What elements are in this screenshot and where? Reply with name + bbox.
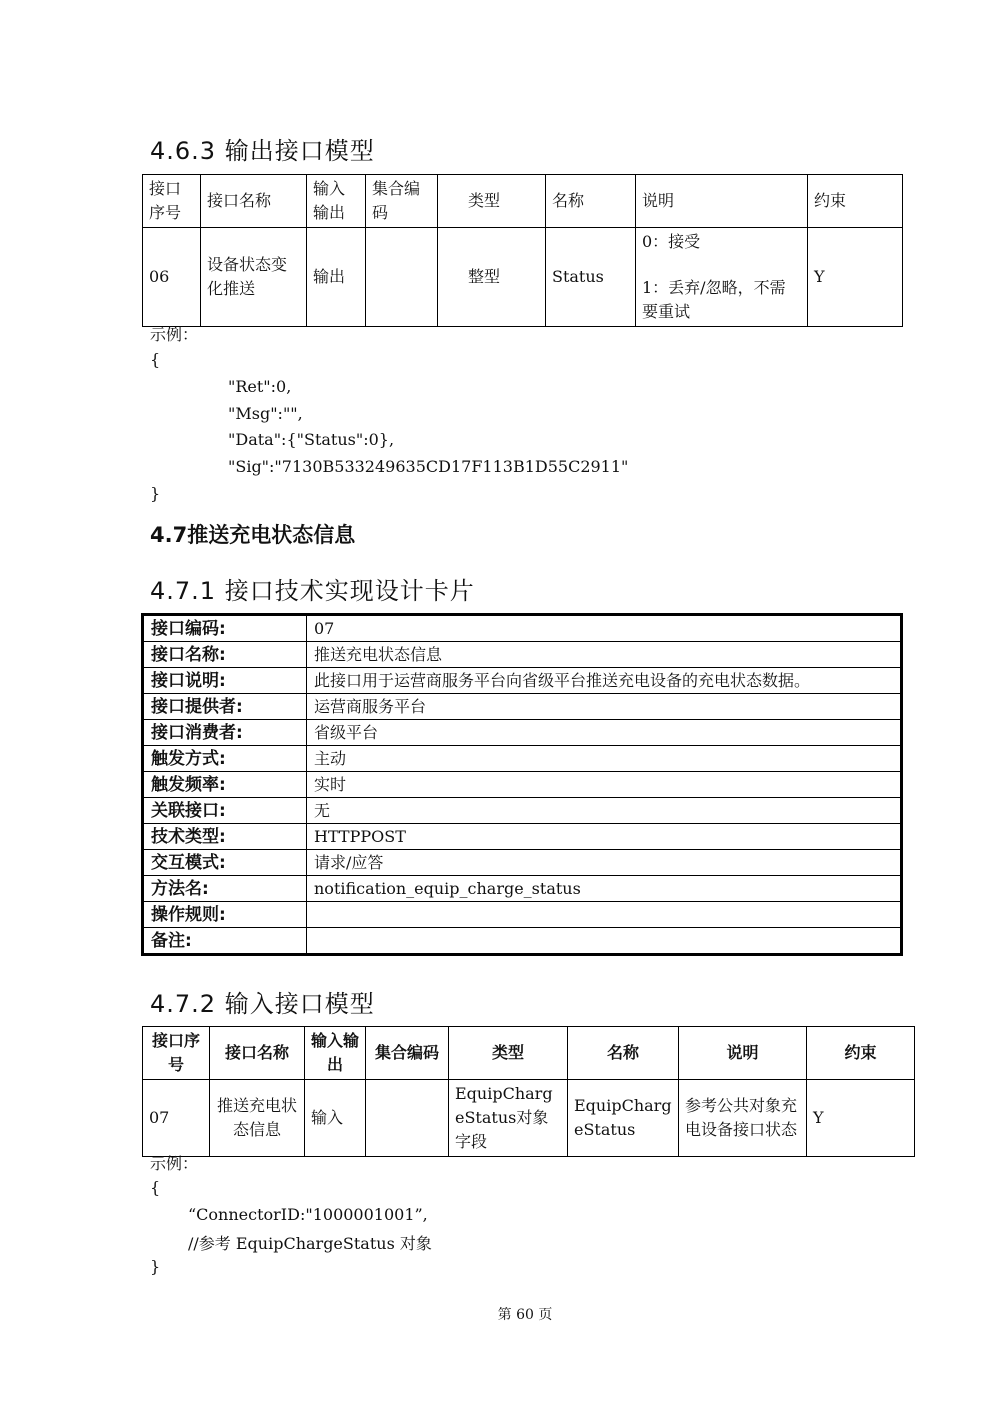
header-cell: 约束	[808, 175, 903, 228]
card-key: 关联接口:	[143, 798, 307, 824]
card-value: 运营商服务平台	[307, 694, 902, 720]
header-cell: 输入输出	[307, 175, 366, 228]
card-key: 触发频率:	[143, 772, 307, 798]
card-value: 实时	[307, 772, 902, 798]
table-cell-seq: 07	[143, 1080, 210, 1157]
code-line: //参考 EquipChargeStatus 对象	[188, 1234, 432, 1253]
table-cell-io: 输入	[305, 1080, 366, 1157]
section-heading-4-7: 4.7推送充电状态信息	[150, 523, 356, 547]
card-value	[307, 902, 902, 928]
header-cell: 集合编码	[366, 1027, 449, 1080]
code-line: }	[150, 1257, 161, 1276]
section-heading-4-7-2: 4.7.2 输入接口模型	[150, 990, 375, 1018]
card-value: HTTPPOST	[307, 824, 902, 850]
card-value: 07	[307, 615, 902, 642]
header-cell: 接口名称	[201, 175, 307, 228]
card-value: 主动	[307, 746, 902, 772]
code-line: “ConnectorID:"1000001001”,	[188, 1205, 428, 1224]
header-cell: 名称	[546, 175, 636, 228]
table-cell-field: Status	[546, 228, 636, 327]
header-cell: 说明	[679, 1027, 807, 1080]
card-value: 推送充电状态信息	[307, 642, 902, 668]
table-cell-name: 推送充电状态信息	[210, 1080, 305, 1157]
input-interface-table	[142, 1026, 915, 1157]
card-key: 触发方式:	[143, 746, 307, 772]
section-heading-4-7-1: 4.7.1 接口技术实现设计卡片	[150, 577, 475, 605]
header-cell: 接口序号	[143, 175, 201, 228]
card-key: 技术类型:	[143, 824, 307, 850]
card-key: 接口消费者:	[143, 720, 307, 746]
card-key: 接口说明:	[143, 668, 307, 694]
table-cell-code	[366, 228, 438, 327]
code-line: }	[150, 484, 161, 503]
table-cell-type: 整型	[438, 228, 546, 327]
card-value: 省级平台	[307, 720, 902, 746]
table-cell-type: EquipChargeStatus对象字段	[449, 1080, 568, 1157]
table-cell-code	[366, 1080, 449, 1157]
desc-line: 1：丢弃/忽略，不需要重试	[642, 278, 786, 321]
card-value: 无	[307, 798, 902, 824]
card-value: 请求/应答	[307, 850, 902, 876]
output-interface-table	[142, 174, 903, 327]
code-line: {	[150, 350, 161, 369]
section-heading-4-6-3: 4.6.3 输出接口模型	[150, 137, 375, 165]
example-label: 示例：	[150, 325, 199, 344]
header-cell: 约束	[807, 1027, 915, 1080]
table-cell-seq: 06	[143, 228, 201, 327]
example-label: 示例：	[150, 1154, 199, 1173]
card-key: 方法名:	[143, 876, 307, 902]
header-cell: 说明	[636, 175, 808, 228]
header-cell: 集合编码	[366, 175, 438, 228]
table-cell-desc	[636, 228, 808, 327]
table-cell-constraint: Y	[807, 1080, 915, 1157]
code-line: "Ret":0,	[228, 377, 292, 396]
code-line: "Sig":"7130B533249635CD17F113B1D55C2911"	[228, 457, 629, 476]
card-value: notification_equip_charge_status	[307, 876, 902, 902]
header-cell: 名称	[568, 1027, 679, 1080]
table-cell-desc: 参考公共对象充电设备接口状态	[679, 1080, 807, 1157]
code-line: "Msg":"",	[228, 404, 303, 423]
table-cell-io: 输出	[307, 228, 366, 327]
header-cell: 输入输出	[305, 1027, 366, 1080]
table-cell-field: EquipChargeStatus	[568, 1080, 679, 1157]
code-line: "Data":{"Status":0},	[228, 430, 395, 449]
card-key: 操作规则:	[143, 902, 307, 928]
table-cell-name: 设备状态变化推送	[201, 228, 307, 327]
page-number: 第 60 页	[497, 1307, 553, 1323]
header-cell: 接口名称	[210, 1027, 305, 1080]
card-key: 接口编码:	[143, 615, 307, 642]
card-key: 备注:	[143, 928, 307, 955]
card-key: 接口提供者:	[143, 694, 307, 720]
header-cell: 类型	[438, 175, 546, 228]
card-value	[307, 928, 902, 955]
interface-design-card	[141, 613, 903, 956]
desc-line: 0：接受	[642, 232, 701, 251]
card-key: 接口名称:	[143, 642, 307, 668]
header-cell: 类型	[449, 1027, 568, 1080]
table-cell-constraint: Y	[808, 228, 903, 327]
card-key: 交互模式:	[143, 850, 307, 876]
card-value: 此接口用于运营商服务平台向省级平台推送充电设备的充电状态数据。	[307, 668, 902, 694]
header-cell: 接口序号	[143, 1027, 210, 1080]
code-line: {	[150, 1178, 161, 1197]
